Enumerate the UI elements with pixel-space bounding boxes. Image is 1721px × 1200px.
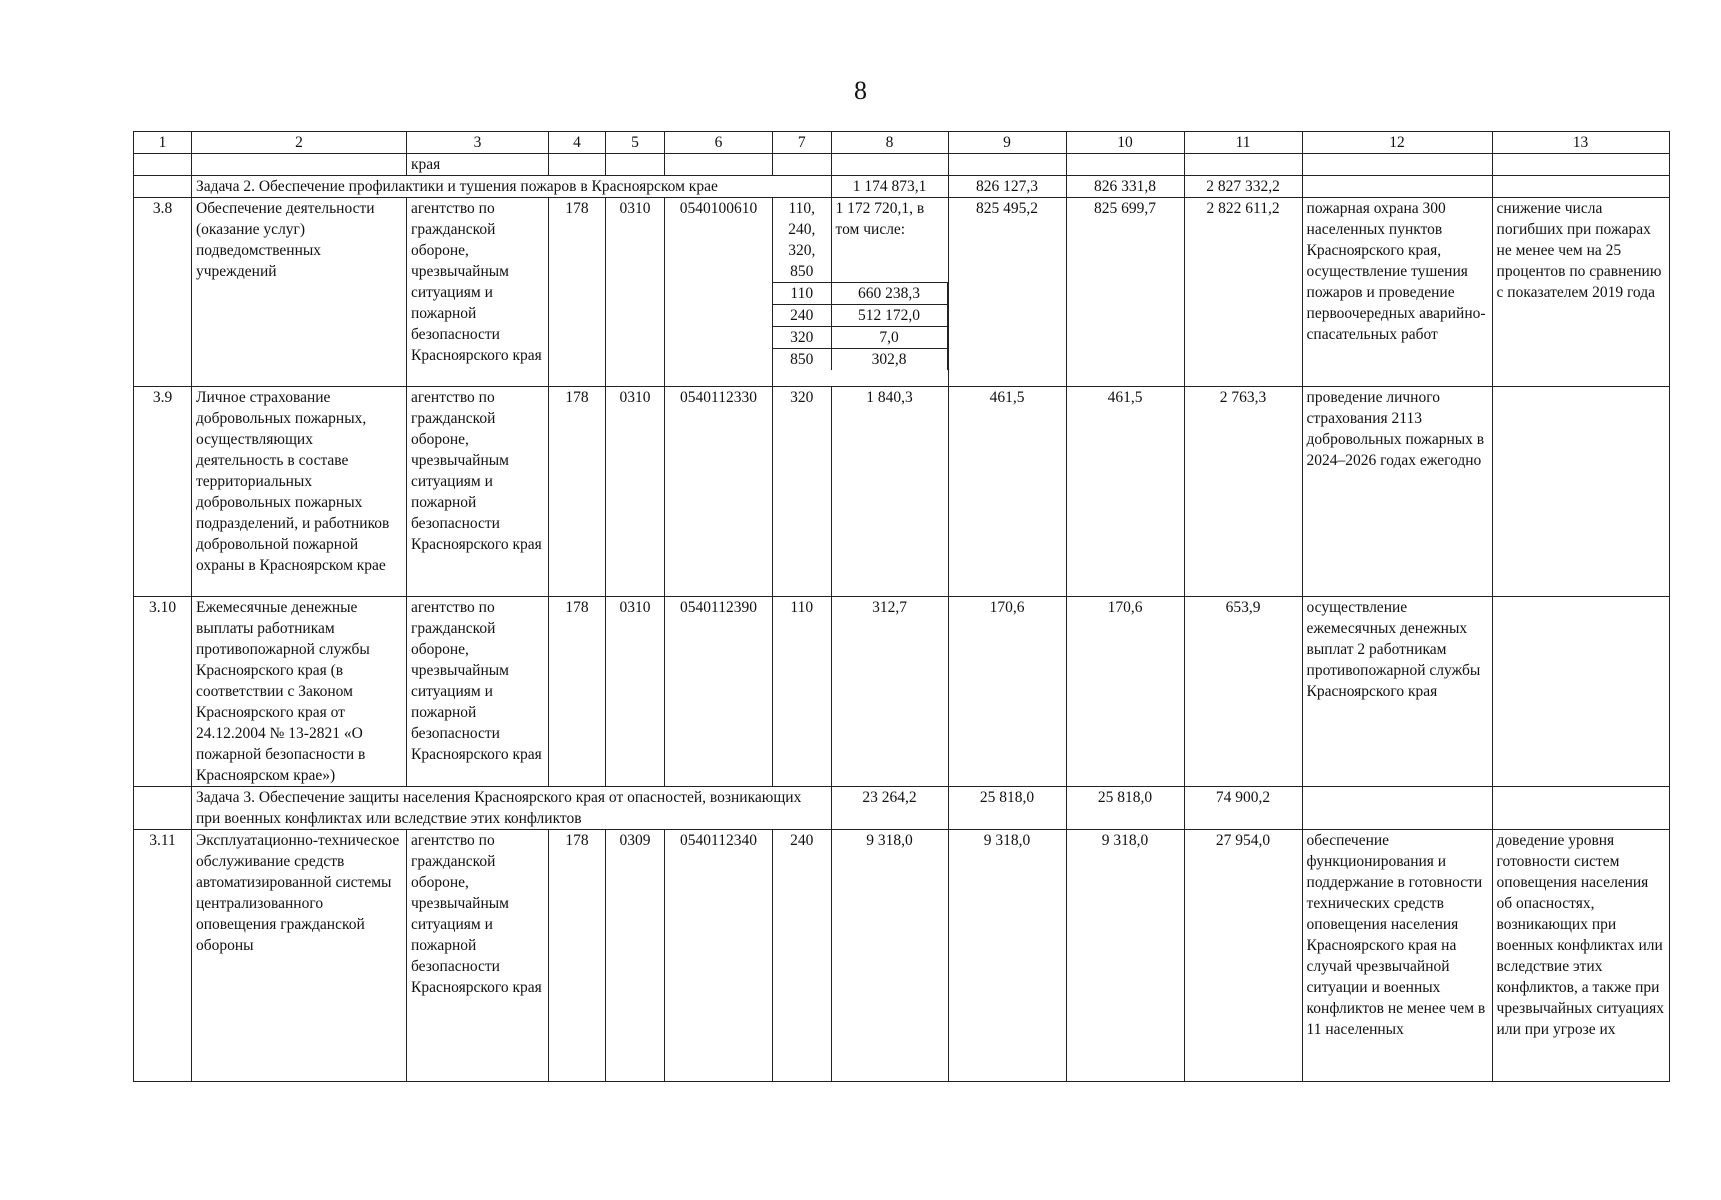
total-2025: 826 127,3 [948, 176, 1066, 198]
vr-codes: 110, 240, 320, 850 [773, 198, 831, 283]
row-number: 3.10 [134, 597, 192, 787]
rzpr-code: 0310 [606, 198, 665, 387]
column-number-row [134, 132, 1670, 154]
sub-value: 660 238,3 [831, 283, 947, 305]
measure-name: Личное страхование добровольных пожарных, осуществляющих деятельность в составе территориальных добровольных пожарных подразделений, и работников добровольной пожарной охраны в Красноярском крае [192, 387, 407, 597]
value-2026: 461,5 [1066, 387, 1184, 597]
vr-code: 240 [773, 830, 832, 1082]
task-title: Задача 3. Обеспечение защиты населения Красноярского края от опасностей, возникающих при военных конфликтах или вследствие этих конфликтов [192, 787, 832, 830]
expense-sub-row [773, 349, 947, 371]
sub-value: 7,0 [831, 327, 947, 349]
expected-result: осуществление ежемесячных денежных выплат 2 работникам противопожарной службы Красноярского края [1302, 597, 1492, 787]
vr-code: 320 [773, 327, 831, 349]
value-period: 653,9 [1184, 597, 1302, 787]
program-table [133, 131, 1670, 1082]
vr-code: 320 [773, 387, 832, 597]
column-header: 11 [1184, 132, 1302, 154]
vr-code: 110 [773, 597, 832, 787]
csr-code: 0540112330 [665, 387, 773, 597]
agency: агентство по гражданской обороне, чрезвычайным ситуациям и пожарной безопасности Красноярского края [407, 830, 549, 1082]
expected-result: проведение личного страхования 2113 добровольных пожарных в 2024–2026 годах ежегодно [1302, 387, 1492, 597]
value-period: 2 763,3 [1184, 387, 1302, 597]
value-2024: 312,7 [831, 597, 948, 787]
task-3-row [134, 787, 1670, 830]
rzpr-code: 0309 [606, 830, 665, 1082]
csr-code: 0540100610 [665, 198, 773, 387]
value-period: 2 822 611,2 [1184, 198, 1302, 387]
value-2025: 825 495,2 [948, 198, 1066, 387]
value-period: 27 954,0 [1184, 830, 1302, 1082]
grbs-code: 178 [549, 387, 606, 597]
expense-sub-row [773, 327, 947, 349]
task-title: Задача 2. Обеспечение профилактики и тушения пожаров в Красноярском крае [192, 176, 832, 198]
value-2024: 1 840,3 [831, 387, 948, 597]
sub-value: 302,8 [831, 349, 947, 371]
task-2-row [134, 176, 1670, 198]
vr-code: 850 [773, 349, 831, 371]
agency: агентство по гражданской обороне, чрезвычайным ситуациям и пожарной безопасности Красноярского края [407, 198, 549, 387]
indicator [1492, 597, 1669, 787]
continuation-row [134, 154, 1670, 176]
expense-breakdown [773, 198, 949, 387]
column-header: 8 [831, 132, 948, 154]
value-2026: 170,6 [1066, 597, 1184, 787]
column-header: 2 [192, 132, 407, 154]
expected-result: обеспечение функционирования и поддержание в готовности технических средств оповещения населения Красноярского края на случай чрезвычайной ситуации и военных конфликтов не менее чем в 11 населенных [1302, 830, 1492, 1082]
expense-breakdown-table [773, 198, 948, 370]
column-header: 9 [948, 132, 1066, 154]
total-period: 2 827 332,2 [1184, 176, 1302, 198]
indicator [1492, 387, 1669, 597]
table-row-3-11 [134, 830, 1670, 1082]
value-2026: 9 318,0 [1066, 830, 1184, 1082]
continuation-text: края [407, 154, 549, 176]
column-header: 6 [665, 132, 773, 154]
csr-code: 0540112390 [665, 597, 773, 787]
column-header: 13 [1492, 132, 1669, 154]
sub-value: 512 172,0 [831, 305, 947, 327]
total-2024: 1 174 873,1 [831, 176, 948, 198]
grbs-code: 178 [549, 198, 606, 387]
page-number: 8 [854, 76, 867, 105]
column-header: 5 [606, 132, 665, 154]
value-2024: 9 318,0 [831, 830, 948, 1082]
total-period: 74 900,2 [1184, 787, 1302, 830]
expense-sub-row [773, 305, 947, 327]
agency: агентство по гражданской обороне, чрезвычайным ситуациям и пожарной безопасности Красноярского края [407, 597, 549, 787]
indicator: доведение уровня готовности систем оповещения населения об опасностях, возникающих при военных конфликтах или вследствие этих конфликтов, а также при чрезвычайных ситуациях или при угрозе их [1492, 830, 1669, 1082]
row-number: 3.8 [134, 198, 192, 387]
csr-code: 0540112340 [665, 830, 773, 1082]
value-2025: 461,5 [948, 387, 1066, 597]
measure-name: Эксплуатационно-техническое обслуживание средств автоматизированной системы централизованного оповещения гражданской обороны [192, 830, 407, 1082]
expense-total-row [773, 198, 947, 283]
expected-result: пожарная охрана 300 населенных пунктов Красноярского края, осуществление тушения пожаров и проведение первоочередных аварийно-спасательных работ [1302, 198, 1492, 387]
column-header: 3 [407, 132, 549, 154]
row-number: 3.11 [134, 830, 192, 1082]
column-header: 4 [549, 132, 606, 154]
grbs-code: 178 [549, 597, 606, 787]
table-row-3-10 [134, 597, 1670, 787]
indicator: снижение числа погибших при пожарах не менее чем на 25 процентов по сравнению с показателем 2019 года [1492, 198, 1669, 387]
measure-name: Обеспечение деятельности (оказание услуг) подведомственных учреждений [192, 198, 407, 387]
table-row-3-8 [134, 198, 1670, 387]
total-2024: 1 172 720,1, в том числе: [831, 198, 947, 283]
total-2026: 826 331,8 [1066, 176, 1184, 198]
rzpr-code: 0310 [606, 387, 665, 597]
measure-name: Ежемесячные денежные выплаты работникам противопожарной службы Красноярского края (в соответствии с Законом Красноярского края от 24.12.2004 № 13-2821 «О пожарной безопасности в Красноярском крае») [192, 597, 407, 787]
column-header: 10 [1066, 132, 1184, 154]
column-header: 1 [134, 132, 192, 154]
column-header: 12 [1302, 132, 1492, 154]
value-2025: 170,6 [948, 597, 1066, 787]
row-number: 3.9 [134, 387, 192, 597]
value-2026: 825 699,7 [1066, 198, 1184, 387]
grbs-code: 178 [549, 830, 606, 1082]
vr-code: 110 [773, 283, 831, 305]
total-2024: 23 264,2 [831, 787, 948, 830]
table-row-3-9 [134, 387, 1670, 597]
agency: агентство по гражданской обороне, чрезвычайным ситуациям и пожарной безопасности Красноярского края [407, 387, 549, 597]
value-2025: 9 318,0 [948, 830, 1066, 1082]
vr-code: 240 [773, 305, 831, 327]
rzpr-code: 0310 [606, 597, 665, 787]
total-2025: 25 818,0 [948, 787, 1066, 830]
total-2026: 25 818,0 [1066, 787, 1184, 830]
column-header: 7 [773, 132, 832, 154]
expense-sub-row [773, 283, 947, 305]
